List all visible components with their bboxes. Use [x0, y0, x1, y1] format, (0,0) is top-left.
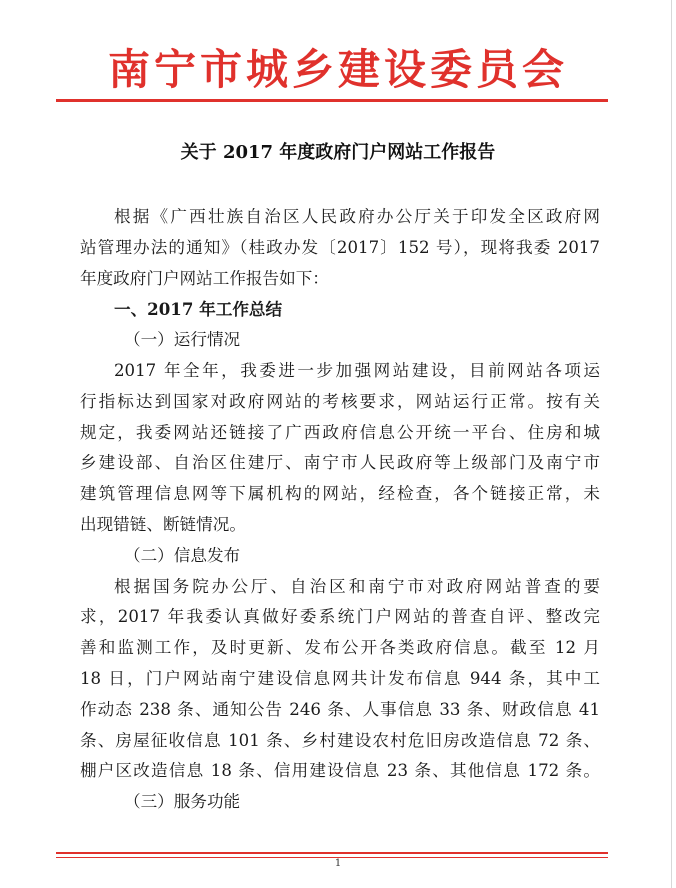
letterhead-org-name: 南宁市城乡建设委员会 [107, 45, 568, 94]
paragraph-line: 出现错链、断链情况。 [80, 514, 246, 534]
paragraph-line: 乡建设部、自治区住建厅、南宁市人民政府等上级部门及南宁市 [80, 453, 600, 473]
intro-line: 年度政府门户网站工作报告如下： [80, 268, 329, 288]
paragraph-line: 善和监测工作，及时更新、发布公开各类政府信息。截至 12 月 [80, 638, 600, 658]
paragraph-line: 规定，我委网站还链接了广西政府信息公开统一平台、住房和城 [80, 422, 600, 442]
footer-red-rule [56, 852, 608, 854]
scan-edge-line [671, 0, 672, 888]
section-heading: 一、2017 年工作总结 [114, 299, 283, 320]
paragraph-line: 根据国务院办公厅、自治区和南宁市对政府网站普查的要 [114, 576, 600, 596]
paragraph-line: 求，2017 年我委认真做好委系统门户网站的普查自评、整改完 [80, 607, 600, 627]
page-number: 1 [334, 858, 342, 869]
paragraph-line: 作动态 238 条、通知公告 246 条、人事信息 33 条、财政信息 41 [80, 699, 600, 719]
paragraph-line: 条、房屋征收信息 101 条、乡村建设农村危旧房改造信息 72 条、 [80, 730, 600, 750]
paragraph-line: 行指标达到国家对政府网站的考核要求，网站运行正常。按有关 [80, 391, 600, 411]
intro-line: 根据《广西壮族自治区人民政府办公厅关于印发全区政府网 [114, 207, 600, 226]
paragraph-line: 棚户区改造信息 18 条、信用建设信息 23 条、其他信息 172 条。 [80, 761, 600, 781]
subsection-heading: （一）运行情况 [124, 330, 241, 350]
paragraph-line: 2017 年全年，我委进一步加强网站建设，目前网站各项运 [114, 360, 600, 380]
letterhead-red-rule [56, 99, 608, 102]
document-body [80, 202, 600, 818]
intro-line: 站管理办法的通知》（桂政办发〔2017〕152 号），现将我委 2017 [80, 237, 600, 257]
paragraph-line: 18 日，门户网站南宁建设信息网共计发布信息 944 条，其中工 [80, 668, 600, 688]
subsection-heading: （三）服务功能 [124, 792, 241, 812]
subsection-heading: （二）信息发布 [124, 545, 241, 565]
paragraph-line: 建筑管理信息网等下属机构的网站，经检查，各个链接正常，未 [80, 484, 600, 504]
document-title: 关于 2017 年度政府门户网站工作报告 [180, 142, 496, 163]
